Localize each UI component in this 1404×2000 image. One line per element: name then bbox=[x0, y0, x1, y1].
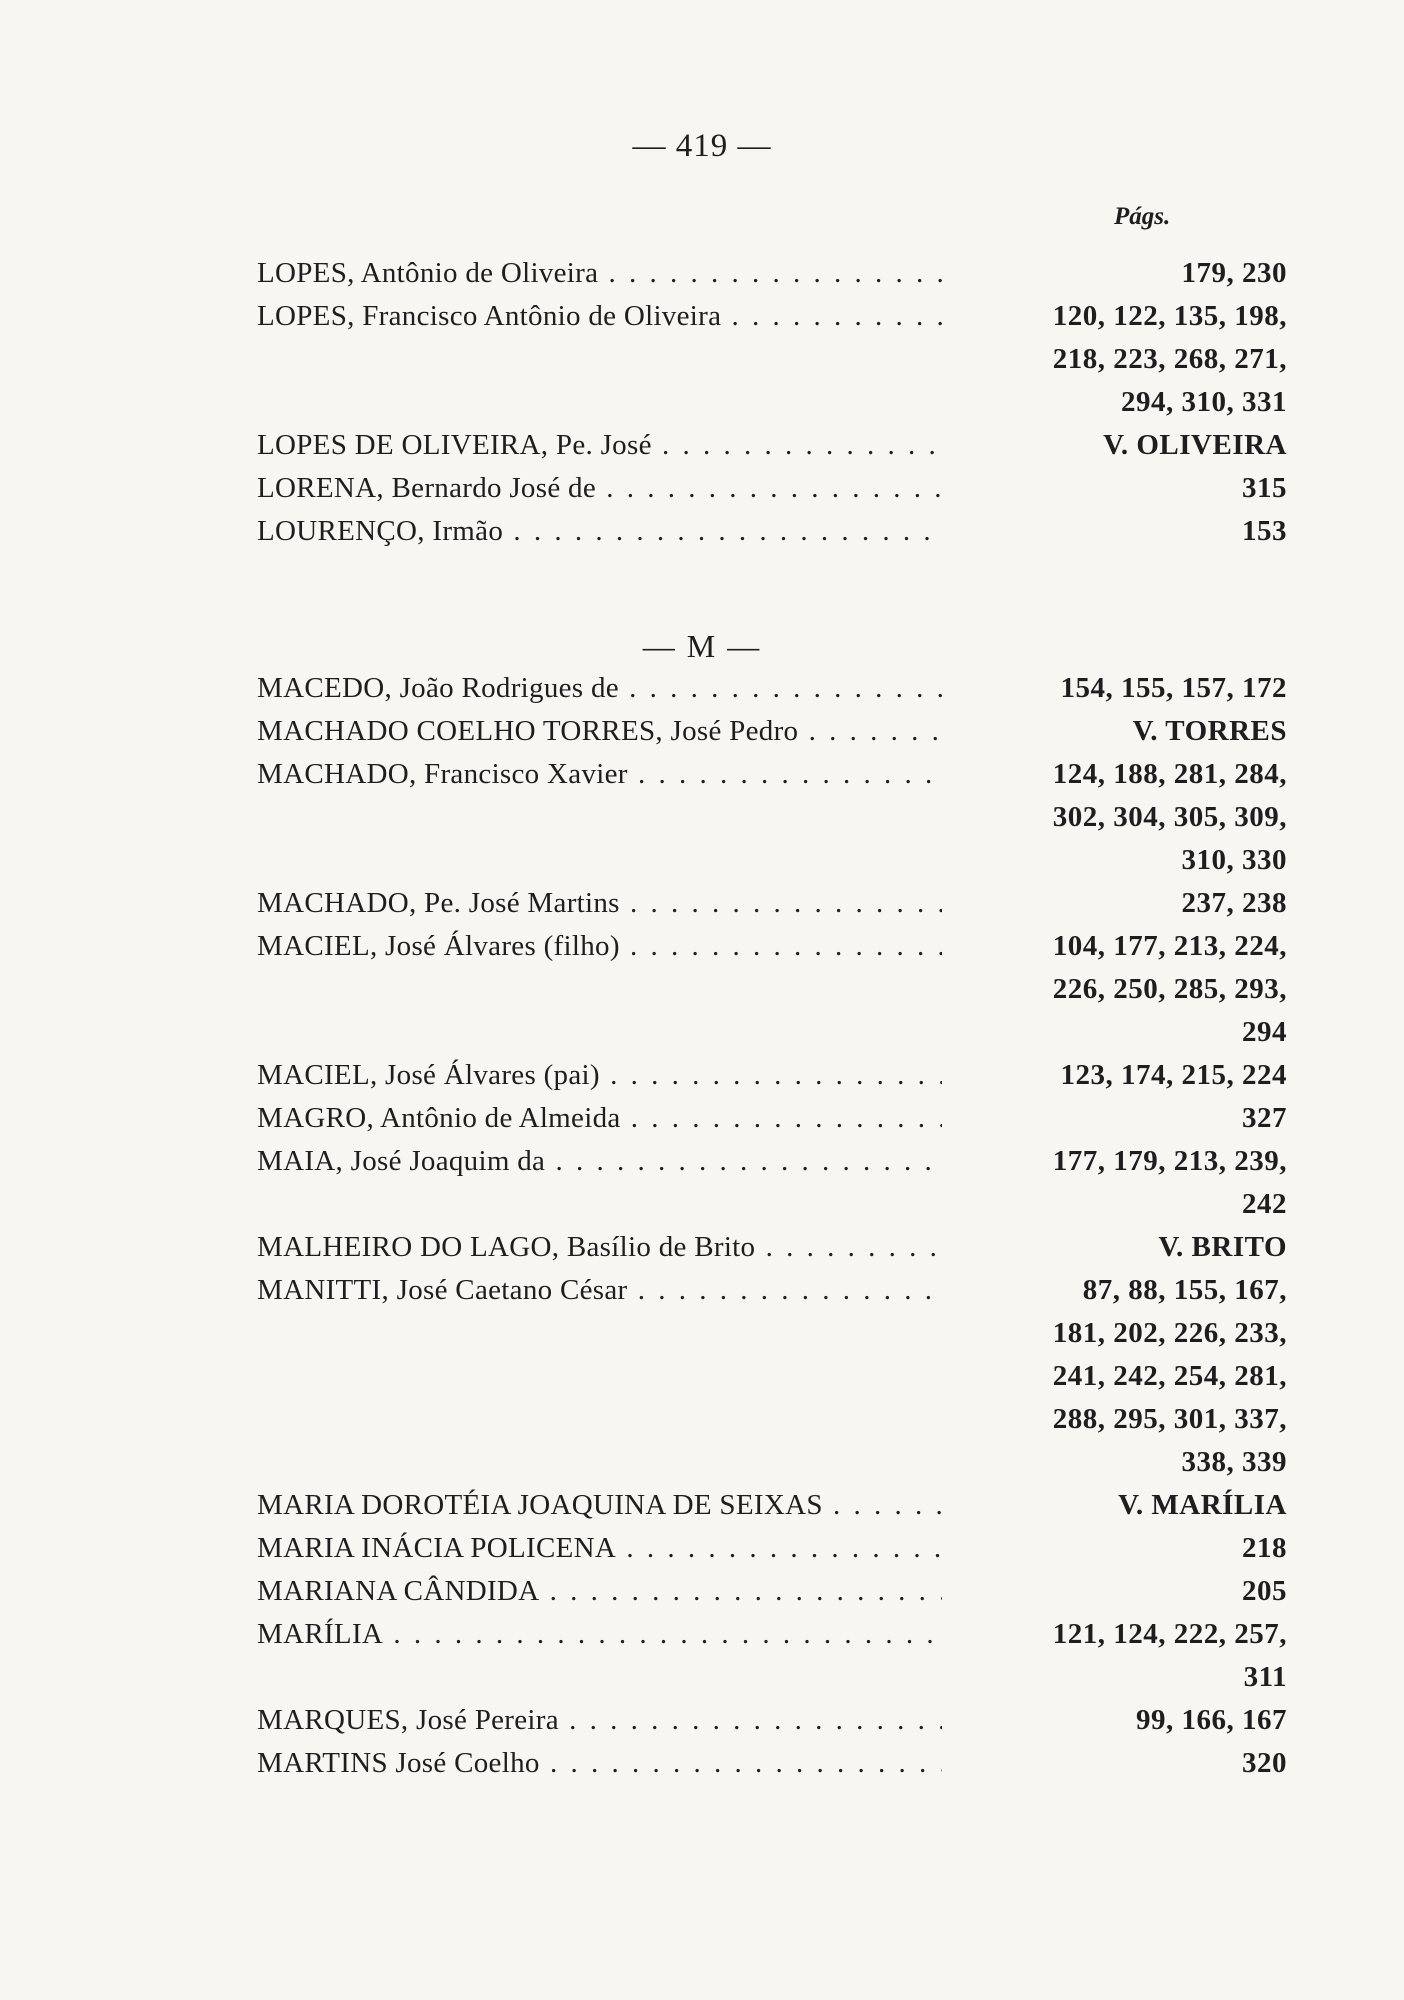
index-entry bbox=[257, 667, 1287, 710]
entry-pages: V. BRITO bbox=[1158, 1231, 1287, 1263]
entry-name: MALHEIRO DO LAGO, Basílio de Brito . . . bbox=[257, 1226, 942, 1269]
entry-name: MARIA INÁCIA POLICENA . . . bbox=[257, 1527, 942, 1570]
entry-pages: V. MARÍLIA bbox=[1118, 1489, 1287, 1521]
index-entry bbox=[257, 753, 1287, 882]
entry-pages: 124, 188, 281, 284, 302, 304, 305, 309, 310, 330 bbox=[1052, 758, 1287, 876]
index-entry bbox=[257, 1742, 1287, 1785]
entry-pages: 179, 230 bbox=[1181, 257, 1287, 289]
index-entry bbox=[257, 1054, 1287, 1097]
entry-name: MACIEL, José Álvares (pai) . . . bbox=[257, 1054, 942, 1097]
entry-pages: 153 bbox=[1242, 515, 1287, 547]
entry-pages: 205 bbox=[1242, 1575, 1287, 1607]
index-entry bbox=[257, 467, 1287, 510]
index-entry bbox=[257, 1527, 1287, 1570]
entry-pages: 104, 177, 213, 224, 226, 250, 285, 293, 294 bbox=[1052, 930, 1287, 1048]
entry-name: MARIANA CÂNDIDA . . . bbox=[257, 1570, 942, 1613]
index-entry bbox=[257, 1269, 1287, 1484]
page-number: — 419 — bbox=[632, 128, 772, 164]
entry-name: MACHADO, Francisco Xavier . . . bbox=[257, 753, 942, 796]
entry-name: MACEDO, João Rodrigues de . . . bbox=[257, 667, 942, 710]
entry-name: LORENA, Bernardo José de . . . bbox=[257, 467, 942, 510]
index-entry bbox=[257, 925, 1287, 1054]
index-entry bbox=[257, 1699, 1287, 1742]
index-entry bbox=[257, 710, 1287, 753]
pages-column-label: Págs. bbox=[1114, 203, 1171, 230]
index-entry bbox=[257, 252, 1287, 295]
entry-name: MACIEL, José Álvares (filho) . . . bbox=[257, 925, 942, 968]
index-entry bbox=[257, 1570, 1287, 1613]
entry-name: MARTINS José Coelho . . . bbox=[257, 1742, 942, 1785]
entry-pages: 177, 179, 213, 239, 242 bbox=[1052, 1145, 1287, 1220]
entry-name: LOPES, Antônio de Oliveira . . . bbox=[257, 252, 942, 295]
index-entry bbox=[257, 295, 1287, 424]
entry-pages: 320 bbox=[1242, 1747, 1287, 1779]
index-entry bbox=[257, 882, 1287, 925]
entry-pages: 315 bbox=[1242, 472, 1287, 504]
entry-pages: 237, 238 bbox=[1181, 887, 1287, 919]
entry-name: LOURENÇO, Irmão . . . bbox=[257, 510, 942, 553]
entry-name: MARÍLIA . . . bbox=[257, 1613, 942, 1656]
index-entry bbox=[257, 1226, 1287, 1269]
index-entry bbox=[257, 1140, 1287, 1226]
entry-name: LOPES, Francisco Antônio de Oliveira . . . bbox=[257, 295, 942, 338]
entry-pages: 154, 155, 157, 172 bbox=[1060, 672, 1287, 704]
entry-name: MARQUES, José Pereira . . . bbox=[257, 1699, 942, 1742]
index-entry bbox=[257, 1484, 1287, 1527]
index-entry bbox=[257, 1613, 1287, 1699]
entry-name: MAIA, José Joaquim da . . . bbox=[257, 1140, 942, 1183]
index-list bbox=[257, 252, 1287, 1785]
entry-pages: 99, 166, 167 bbox=[1136, 1704, 1287, 1736]
entry-pages: V. OLIVEIRA bbox=[1103, 429, 1287, 461]
entry-pages: 123, 174, 215, 224 bbox=[1060, 1059, 1287, 1091]
letter-heading: — M — bbox=[642, 628, 762, 664]
entry-pages: 120, 122, 135, 198, 218, 223, 268, 271, 294, 310, 331 bbox=[1052, 300, 1287, 418]
index-entry bbox=[257, 424, 1287, 467]
entry-pages: 121, 124, 222, 257, 311 bbox=[1052, 1618, 1287, 1693]
entry-name: MANITTI, José Caetano César . . . bbox=[257, 1269, 942, 1312]
entry-pages: 87, 88, 155, 167, 181, 202, 226, 233, 241, 242, 254, 281, 288, 295, 301, 337, 338, 339 bbox=[1052, 1274, 1287, 1478]
entry-pages: 327 bbox=[1242, 1102, 1287, 1134]
index-entry bbox=[257, 1097, 1287, 1140]
entry-name: MAGRO, Antônio de Almeida . . . bbox=[257, 1097, 942, 1140]
entry-pages: V. TORRES bbox=[1132, 715, 1287, 747]
entry-name: MACHADO COELHO TORRES, José Pedro . . . bbox=[257, 710, 942, 753]
entry-name: MARIA DOROTÉIA JOAQUINA DE SEIXAS . . . bbox=[257, 1484, 942, 1527]
index-entry bbox=[257, 510, 1287, 553]
entry-name: MACHADO, Pe. José Martins . . . bbox=[257, 882, 942, 925]
entry-name: LOPES DE OLIVEIRA, Pe. José . . . bbox=[257, 424, 942, 467]
entry-pages: 218 bbox=[1242, 1532, 1287, 1564]
